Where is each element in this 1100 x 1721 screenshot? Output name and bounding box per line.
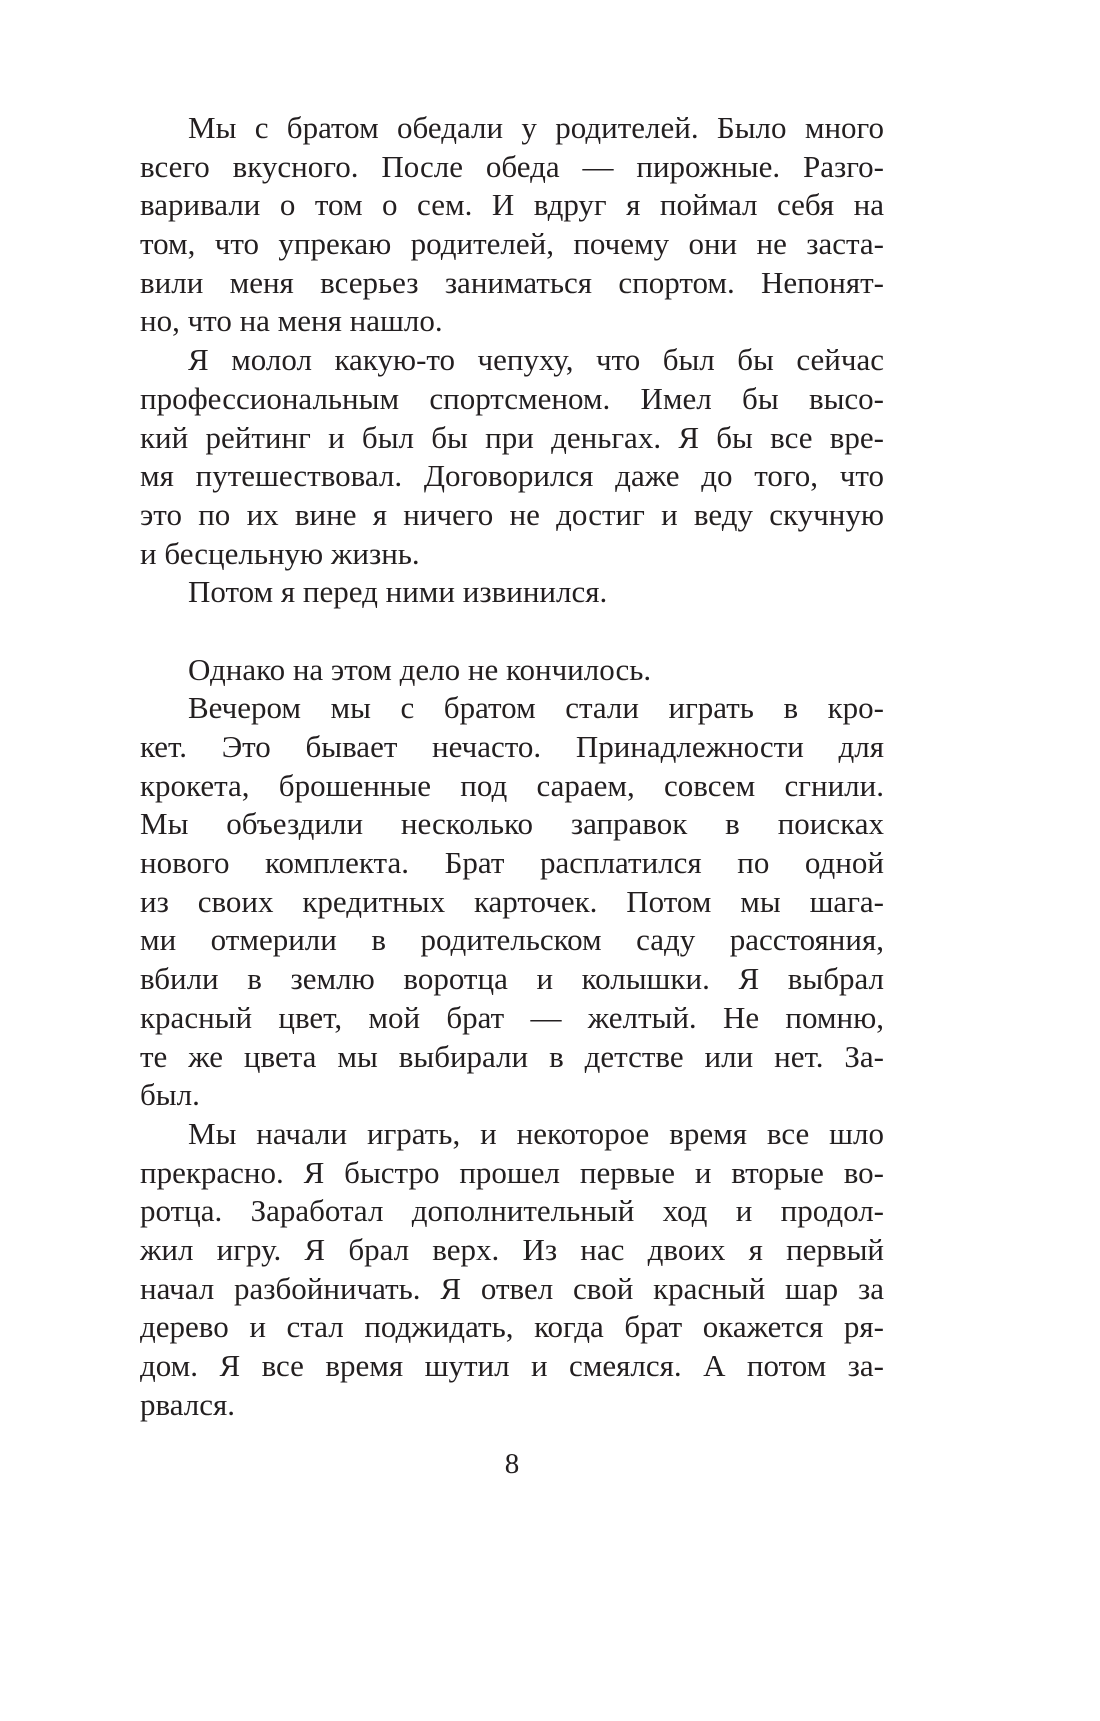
text-line: из своих кредитных карточек. Потом мы шага- xyxy=(140,883,884,919)
text-line: нового комплекта. Брат расплатился по одной xyxy=(140,845,884,881)
paragraph xyxy=(140,341,884,573)
text-line: был. xyxy=(140,1077,200,1113)
text-line: варивали о том о сем. И вдруг я поймал себя на xyxy=(140,187,884,223)
text-line: вили меня всерьез заниматься спортом. Непонят- xyxy=(140,264,884,300)
text-line: том, что упрекаю родителей, почему они не заста- xyxy=(140,226,884,262)
paragraph xyxy=(140,109,884,341)
text-line: кий рейтинг и был бы при деньгах. Я бы все вре- xyxy=(140,419,884,455)
text-line: жил игру. Я брал верх. Из нас двоих я первый xyxy=(140,1231,884,1267)
text-line: профессиональным спортсменом. Имел бы высо- xyxy=(140,380,884,416)
text-line: всего вкусного. После обеда — пирожные. Разго- xyxy=(140,148,884,184)
text-line: начал разбойничать. Я отвел свой красный шар за xyxy=(140,1270,884,1306)
text-line: дом. Я все время шутил и смеялся. А потом за- xyxy=(140,1348,884,1383)
paragraph xyxy=(140,573,884,612)
text-line: это по их вине я ничего не достиг и веду скучную xyxy=(140,496,884,532)
text-line: и бесцельную жизнь. xyxy=(140,535,420,571)
text-line: вбили в землю воротца и колышки. Я выбрал xyxy=(140,961,884,997)
page-body-text xyxy=(140,109,884,1424)
paragraph xyxy=(140,689,884,1115)
text-line: дерево и стал поджидать, когда брат окажется ря- xyxy=(140,1309,884,1345)
paragraph xyxy=(140,651,884,690)
text-line: ротца. Заработал дополнительный ход и продол- xyxy=(140,1193,884,1229)
text-line: прекрасно. Я быстро прошел первые и вторые во- xyxy=(140,1154,884,1190)
text-line: Я молол какую-то чепуху, что был бы сейчас xyxy=(188,342,884,378)
text-line: Мы начали играть, и некоторое время все шло xyxy=(188,1115,884,1151)
text-line: но, что на меня нашло. xyxy=(140,303,443,339)
paragraph xyxy=(140,1115,884,1425)
text-line: Потом я перед ними извинился. xyxy=(188,574,608,610)
text-line: те же цвета мы выбирали в детстве или нет. За- xyxy=(140,1038,884,1074)
text-line: рвался. xyxy=(140,1386,235,1422)
page-number: 8 xyxy=(504,1448,520,1480)
text-line: ми отмерили в родительском саду расстояния, xyxy=(140,922,884,958)
text-line: крокета, брошенные под сараем, совсем сгнили. xyxy=(140,767,884,803)
text-line: кет. Это бывает нечасто. Принадлежности для xyxy=(140,729,884,764)
text-line: мя путешествовал. Договорился даже до того, что xyxy=(140,458,884,494)
text-line: Мы с братом обедали у родителей. Было много xyxy=(188,110,884,145)
text-line: красный цвет, мой брат — желтый. Не помню, xyxy=(140,999,884,1035)
text-line: Мы объездили несколько заправок в поисках xyxy=(140,806,884,842)
text-line: Вечером мы с братом стали играть в кро- xyxy=(188,690,884,726)
text-line: Однако на этом дело не кончилось. xyxy=(188,651,652,687)
